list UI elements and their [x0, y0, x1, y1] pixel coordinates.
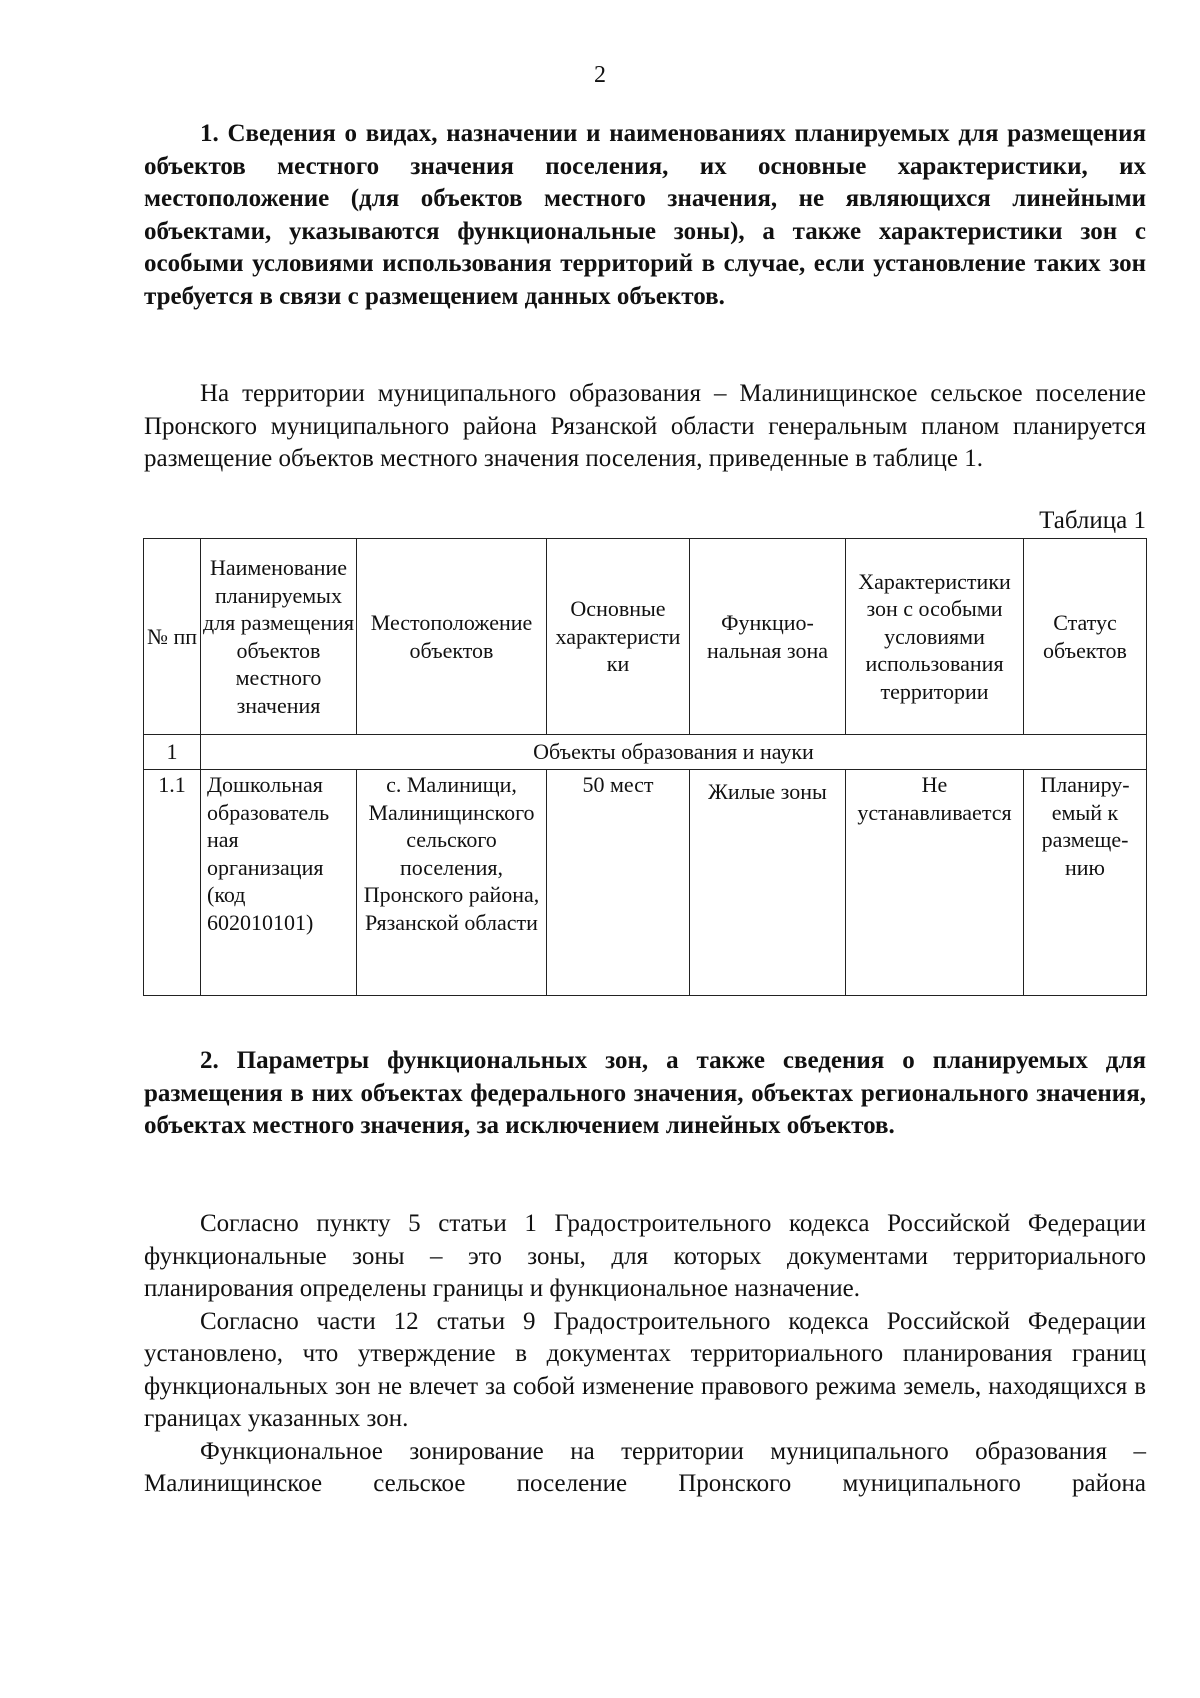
paragraph-2: Согласно части 12 статьи 9 Градостроительного кодекса Российской Федерации установлено, что утверждение в документах территориального планирования границ функциональных зон не влечет за собой изменение правового режима земель, находящихся в границах указанных зон. — [144, 1307, 1146, 1432]
row-characteristics: 50 мест — [547, 770, 690, 996]
row-special-zones: Не устанавливается — [846, 770, 1024, 996]
group-num: 1 — [144, 735, 201, 770]
header-num: № пп — [144, 539, 201, 735]
section-1-intro — [144, 378, 1146, 476]
section-1 — [144, 118, 1146, 313]
row-location: с. Малинищи, Малинищинского сельского поселения, Пронского района, Рязанской области — [357, 770, 547, 996]
objects-table — [143, 538, 1147, 996]
page-number: 2 — [594, 62, 606, 88]
row-name: Дошкольная образователь ная организация (код 602010101) — [201, 770, 357, 996]
header-special-zones: Характеристики зон с особыми условиями использования территории — [846, 539, 1024, 735]
section-2 — [144, 1045, 1146, 1143]
section-2-heading: 2. Параметры функциональных зон, а также сведения о планируемых для размещения в них объектах федерального значения, объектах регионального значения, объектах местного значения, за исключением линейных объектов. — [144, 1047, 1146, 1139]
table-header-row — [144, 539, 1147, 735]
paragraph-3: Функциональное зонирование на территории муниципального образования – Малинищинское сельское поселение Пронского муниципального района — [144, 1437, 1146, 1497]
section-2-body — [144, 1208, 1146, 1501]
header-zone: Функцио- нальная зона — [690, 539, 846, 735]
header-name: Наименование планируемых для размещения объектов местного значения — [201, 539, 357, 735]
table-caption: Таблица 1 — [1039, 507, 1146, 534]
intro-paragraph: На территории муниципального образования – Малинищинское сельское поселение Пронского муниципального района Рязанской области генеральным планом планируется размещение объектов местного значения поселения, приведенные в таблице 1. — [144, 380, 1146, 472]
group-title: Объекты образования и науки — [201, 735, 1147, 770]
table-row — [144, 770, 1147, 996]
row-zone: Жилые зоны — [690, 770, 846, 996]
table-group-row — [144, 735, 1147, 770]
paragraph-1: Согласно пункту 5 статьи 1 Градостроительного кодекса Российской Федерации функциональные зоны – это зоны, для которых документами территориального планирования определены границы и функциональное назначение. — [144, 1210, 1146, 1302]
header-status: Статус объектов — [1024, 539, 1147, 735]
row-status: Планиру- емый к размеще- нию — [1024, 770, 1147, 996]
header-characteristics: Основные характеристи ки — [547, 539, 690, 735]
header-location: Местоположение объектов — [357, 539, 547, 735]
row-num: 1.1 — [144, 770, 201, 996]
section-1-heading: 1. Сведения о видах, назначении и наименованиях планируемых для размещения объектов местного значения поселения, их основные характеристики, их местоположение (для объектов местного значения, не являющихся линейными объектами, указываются функциональные зоны), а также характеристики зон с особыми условиями использования территорий в случае, если установление таких зон требуется в связи с размещением данных объектов. — [144, 120, 1146, 310]
